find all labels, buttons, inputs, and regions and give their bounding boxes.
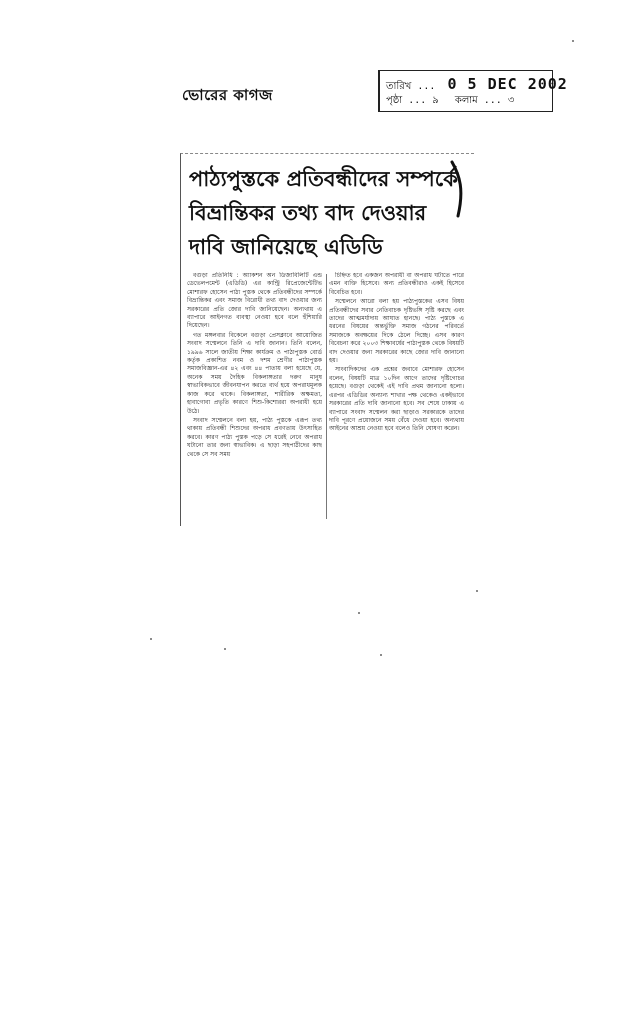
stamp-page-row <box>386 93 524 110</box>
news-clipping <box>180 153 474 526</box>
article-paragraph: সংবাদ সম্মেলনে বলা হয়, পাঠ্য পুস্তকে এরূপ তথ্য থাকায় প্রতিবন্ধী শিশুদের অপরাধ প্রবণতায় উৎসাহিত করবে। কারণ পাঠ্য পুস্তক পড়ে সে ধরেই নেবে অপরাধ ঘটানো তার জন্য স্বাভাবিক। এ ছাড়া সহপাঠীদের কাছ থেকে সে সব সময় <box>187 416 322 458</box>
article-headline <box>189 162 469 264</box>
headline-line: দাবি জানিয়েছে এডিডি <box>189 234 383 259</box>
speck <box>380 654 382 656</box>
stamp-page-label: পৃষ্ঠা ... ৯ <box>386 95 439 106</box>
pen-stroke-mark <box>448 160 470 220</box>
stamp-column-label: কলাম ... ৩ <box>454 95 515 106</box>
article-paragraph: চিহ্নিত হবে একজন অপরাধী বা অপরাধ ঘটাতে পারে এমন ব্যক্তি হিসেবে। অন্য প্রতিবন্ধীরাও একই হিসেবে বিবেচিত হবে। <box>329 272 464 296</box>
speck <box>358 612 360 614</box>
speck <box>572 40 574 42</box>
article-column-left <box>187 272 322 522</box>
speck <box>150 638 152 640</box>
article-column-right <box>329 272 464 522</box>
speck <box>476 590 478 592</box>
article-paragraph: গত মঙ্গলবার বিকেলে বগুড়া প্রেসক্লাবে আয়োজিত সংবাদ সম্মেলনে তিনি এ দাবি জানান। তিনি বলেন, ১৯৯৬ সালে জাতীয় শিক্ষা কার্যক্রম ও পাঠ্যপুস্তক বোর্ড কর্তৃক প্রকাশিত নবম ও দশম শ্রেণীর পাঠ্যপুস্তক সমাজবিজ্ঞান-এর ৪২ এবং ৪৪ পাতায় বলা হয়েছে যে, অনেক সময় দৈহিক বিকলাঙ্গতার দরুণ মানুষ স্বাভাবিকভাবে জীবনযাপন করতে ব্যর্থ হয়ে অপরাধমূলক কাজ করে থাকে। বিকলাঙ্গতা, শারীরিক অক্ষমতা, হাবাগোবা প্রভৃতি কারণে শিশু-কিশোররা অপরাধী হয়ে উঠে। <box>187 331 322 415</box>
article-paragraph: সম্মেলনে আরো বলা হয় পাঠ্যপুস্তকের এসব বিষয় প্রতিবন্ধীদের সবার নেতিবাচক দৃষ্টিভঙ্গি সৃষ্টি করছে এবং তাদের আত্মমর্যাদায় আঘাত হানছে। পাঠ্য পুস্তকে এ ধরনের বিষয়ের অন্তর্ভুক্তি সমাজ গঠনের পরিবর্তে সমাজকে অবক্ষয়ের দিকে ঠেলে দিচ্ছে। এসব কারণ বিবেচনা করে ২০০৩ শিক্ষাবর্ষের পাঠ্যপুস্তক থেকে বিষয়টি বাদ দেওয়ার জন্য সরকারের কাছে জোর দাবি জানানো হয়। <box>329 298 464 365</box>
date-stamp <box>378 70 568 112</box>
article-paragraph: বগুড়া প্রতিনিধি : অ্যাকশন অন ডিজাবিলিটি এন্ড ডেভেলপমেন্ট (এডিডি) এর কান্ট্রি রিপ্রেজেন্টেটিভ মোশারফ হোসেন পাঠ্য পুস্তক থেকে প্রতিবন্ধীদের সম্পর্কে বিভ্রান্তিকর এবং সমাজ বিরোধী তথ্য বাদ দেওয়ার জন্য সরকারের প্রতি জোর দাবি জানিয়েছেন। অন্যথায় এ ব্যাপারে আইনগত ব্যবস্থা নেওয়া হবে বলে হুঁশিয়ারি দিয়েছেন। <box>187 272 322 330</box>
newspaper-name: ভোরের কাগজ <box>182 86 273 104</box>
stamp-date: 0 5 DEC 2002 <box>447 75 568 93</box>
article-paragraph: সাংবাদিকদের এক প্রশ্নের জবাবে মোশারফ হোসেন বলেন, বিষয়টি মাত্র ১০দিন আগে তাদের দৃষ্টিগোচর হয়েছে। বগুড়া থেকেই এই দাবি প্রথম জানানো হলো। এরপর এডিডির অন্যান্য শাখার পক্ষ থেকেও একইভাবে সরকারের প্রতি দাবি জানানো হবে। সব শেষে ঢাকায় এ ব্যাপারে সংবাদ সম্মেলন করা ছাড়াও সরকারকে তাদের দাবি পূরণে প্রয়োজনে সময় বেঁধে দেওয়া হবে। অন্যথায় আইনের আশ্রয় নেওয়া হবে বলেও তিনি ঘোষণা করেন। <box>329 366 464 433</box>
stamp-date-label: তারিখ ... <box>386 81 436 92</box>
headline-line: বিভ্রান্তিকর তথ্য বাদ দেওয়ার <box>189 200 427 225</box>
column-divider <box>326 274 327 519</box>
speck <box>224 648 226 650</box>
headline-line: পাঠ্যপুস্তকে প্রতিবন্ধীদের সম্পর্কে <box>189 166 458 191</box>
